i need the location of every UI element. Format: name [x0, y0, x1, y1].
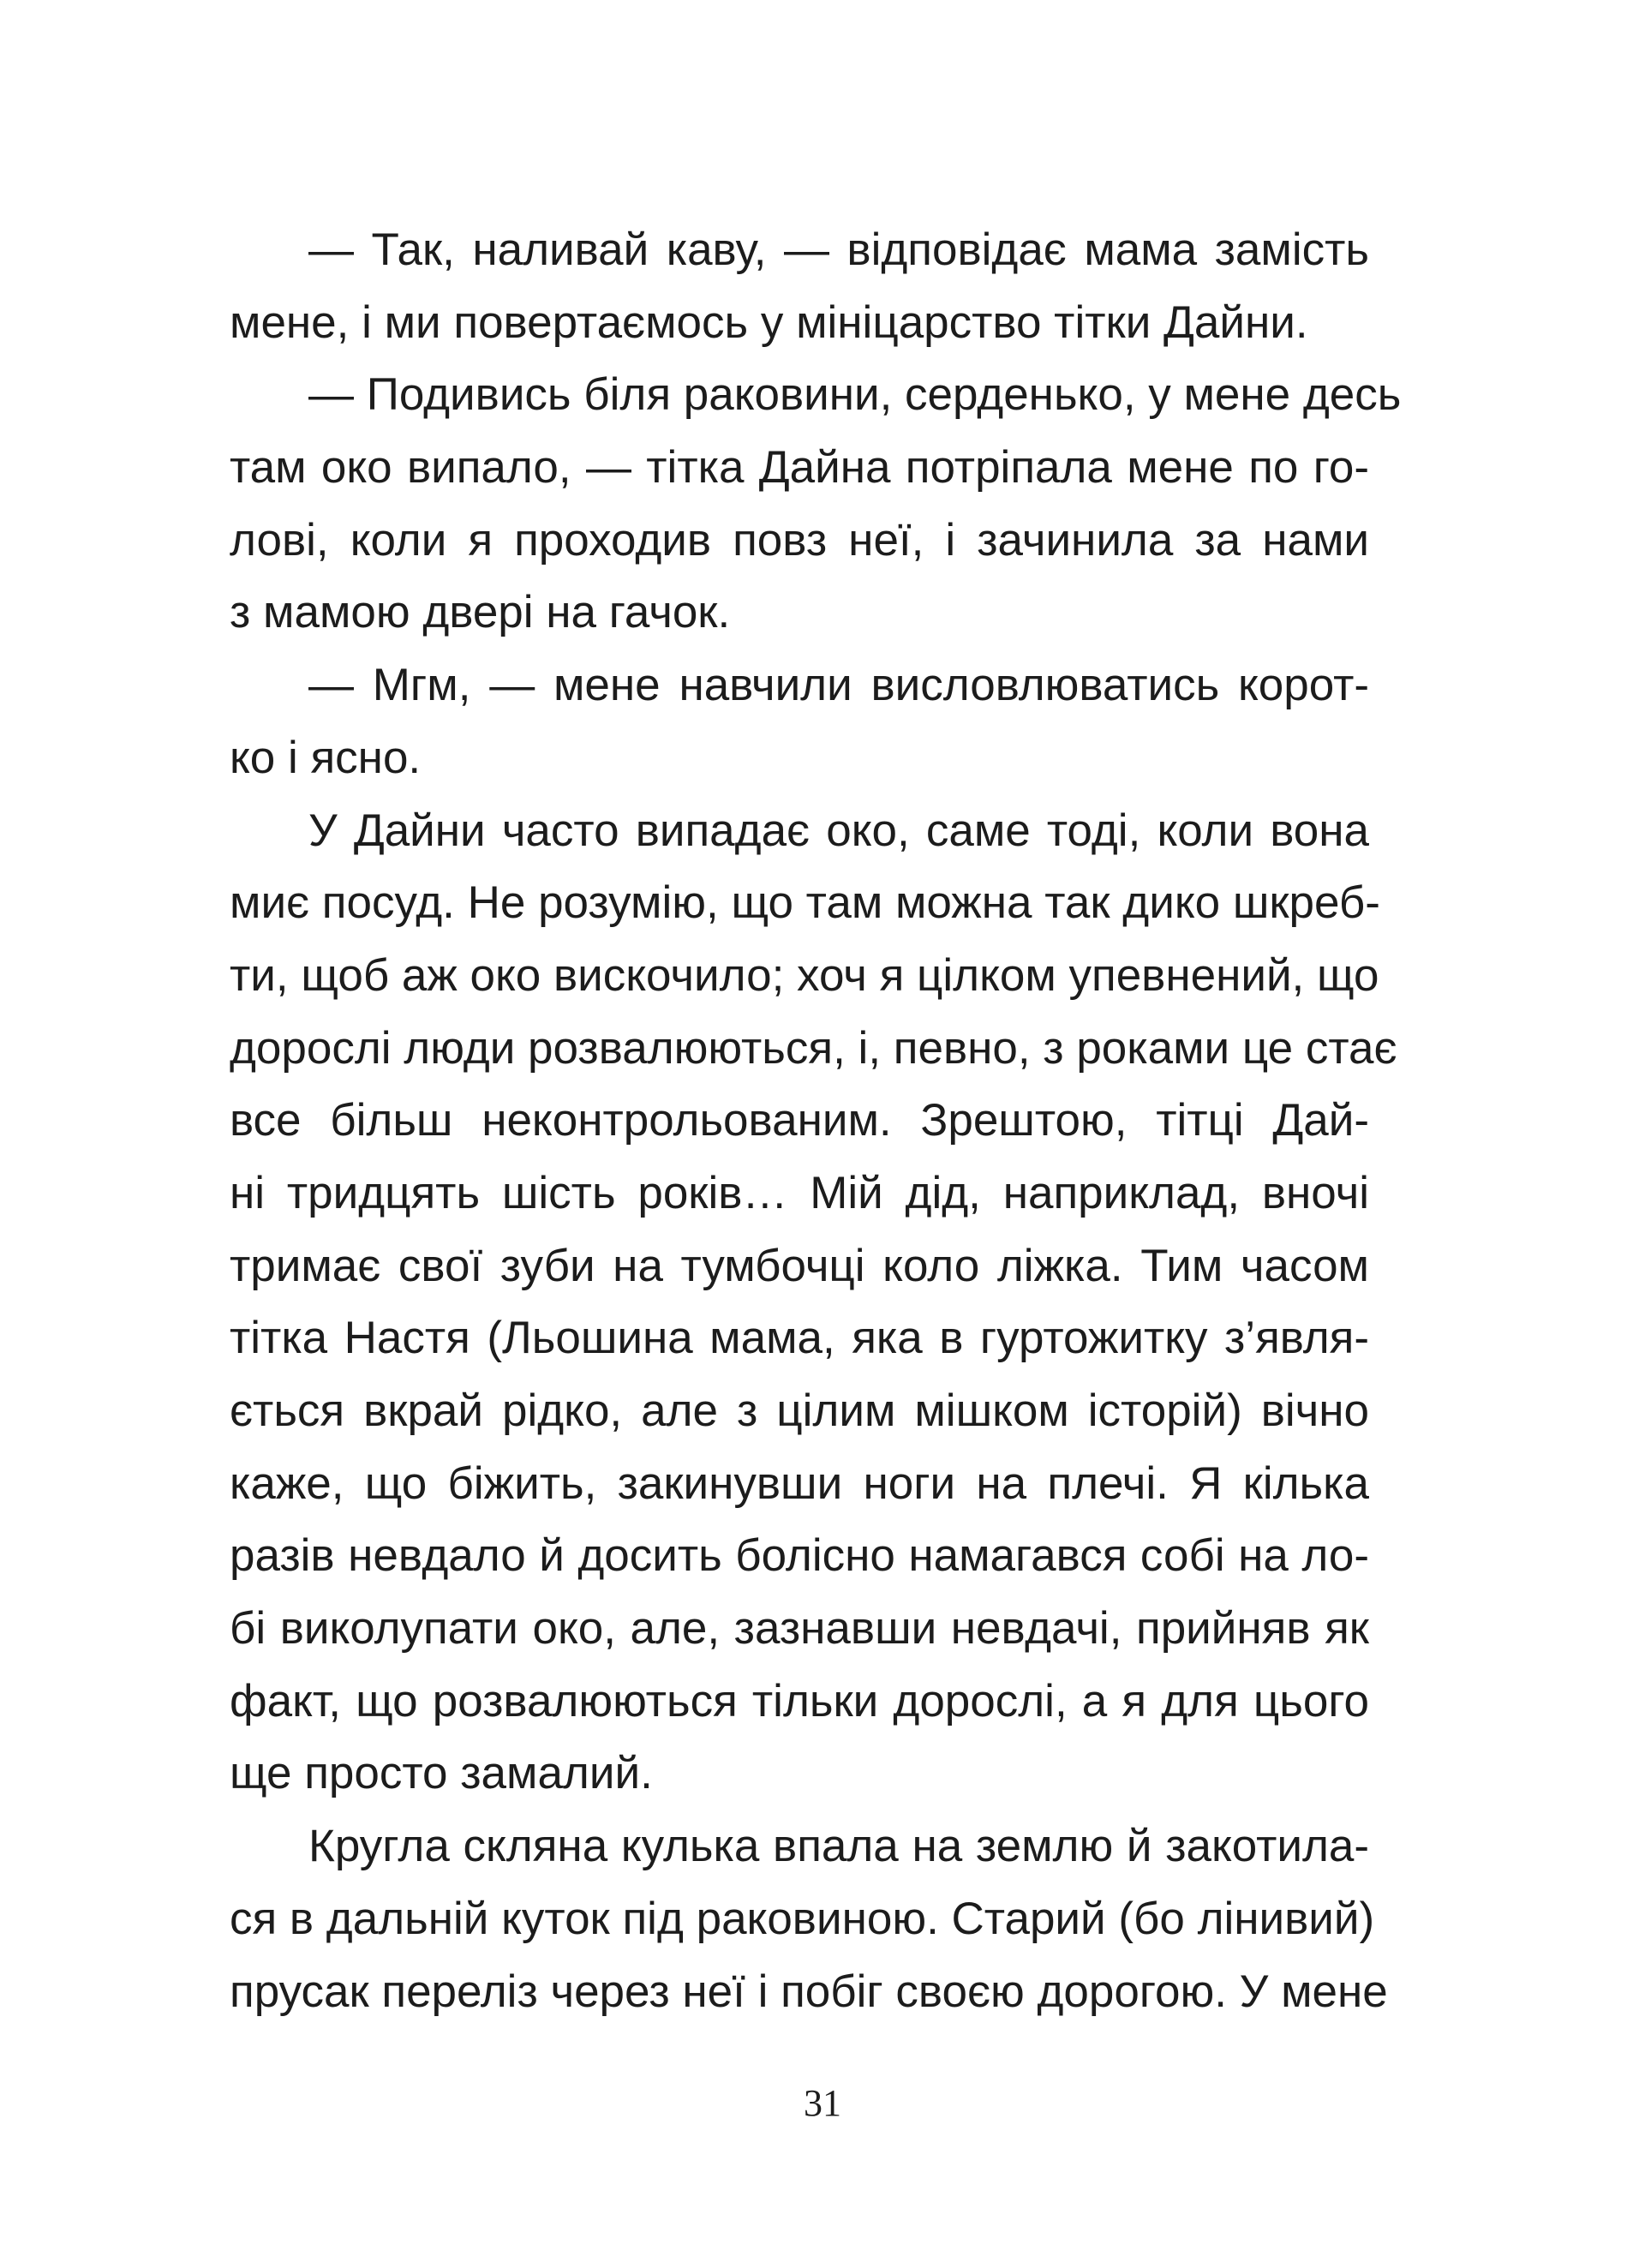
text-line: прусак переліз через неї і побіг своєю дорогою. У мене: [230, 1966, 1388, 2017]
text-line: все більш неконтрольованим. Зрештою, тітці Дай-: [230, 1095, 1369, 1146]
text-line: Кругла скляна кулька впала на землю й закотила-: [308, 1821, 1369, 1872]
text-line: тітка Настя (Льошина мама, яка в гуртожитку з’явля-: [230, 1313, 1369, 1364]
text-line: разів невдало й досить болісно намагався собі на ло-: [230, 1530, 1369, 1582]
text-line: ти, щоб аж око вискочило; хоч я цілком упевнений, що: [230, 949, 1379, 1001]
text-line: — Подивись біля раковини, серденько, у мене десь: [308, 369, 1402, 421]
text-line: лові, коли я проходив повз неї, і зачинила за нами: [230, 514, 1369, 566]
text-line: — Мгм, — мене навчили висловлюватись корот-: [308, 660, 1369, 711]
text-line: дорослі люди розвалюються, і, певно, з роками це стає: [230, 1022, 1397, 1074]
text-line: каже, що біжить, закинувши ноги на плечі. Я кілька: [230, 1457, 1369, 1509]
page-number: 31: [804, 2082, 841, 2124]
text-line: — Так, наливай каву, — відповідає мама замість: [308, 224, 1369, 275]
text-line: У Дайни часто випадає око, саме тоді, коли вона: [308, 805, 1369, 856]
text-line: тримає свої зуби на тумбочці коло ліжка. Тим часом: [230, 1240, 1369, 1291]
text-line: ко і ясно.: [230, 732, 422, 783]
text-line: мене, і ми повертаємось у мініцарство тітки Дайни.: [230, 296, 1308, 348]
text-line: там око випало, — тітка Дайна потріпала мене по го-: [230, 442, 1369, 494]
text-line: миє посуд. Не розумію, що там можна так дико шкреб-: [230, 877, 1380, 929]
text-line: ся в дальній куток під раковиною. Старий (бо лінивий): [230, 1893, 1375, 1944]
text-line: бі виколупати око, але, зазнавши невдачі, прийняв як: [230, 1603, 1369, 1655]
text-line: з мамою двері на гачок.: [230, 587, 731, 638]
text-line: ще просто замалий.: [230, 1748, 653, 1799]
page-text: [230, 214, 1402, 2028]
text-line: ється вкрай рідко, але з цілим мішком історій) вічно: [230, 1385, 1369, 1436]
text-line: ні тридцять шість років… Мій дід, наприклад, вночі: [230, 1167, 1369, 1218]
text-line: факт, що розвалюються тільки дорослі, а я для цього: [230, 1675, 1369, 1726]
